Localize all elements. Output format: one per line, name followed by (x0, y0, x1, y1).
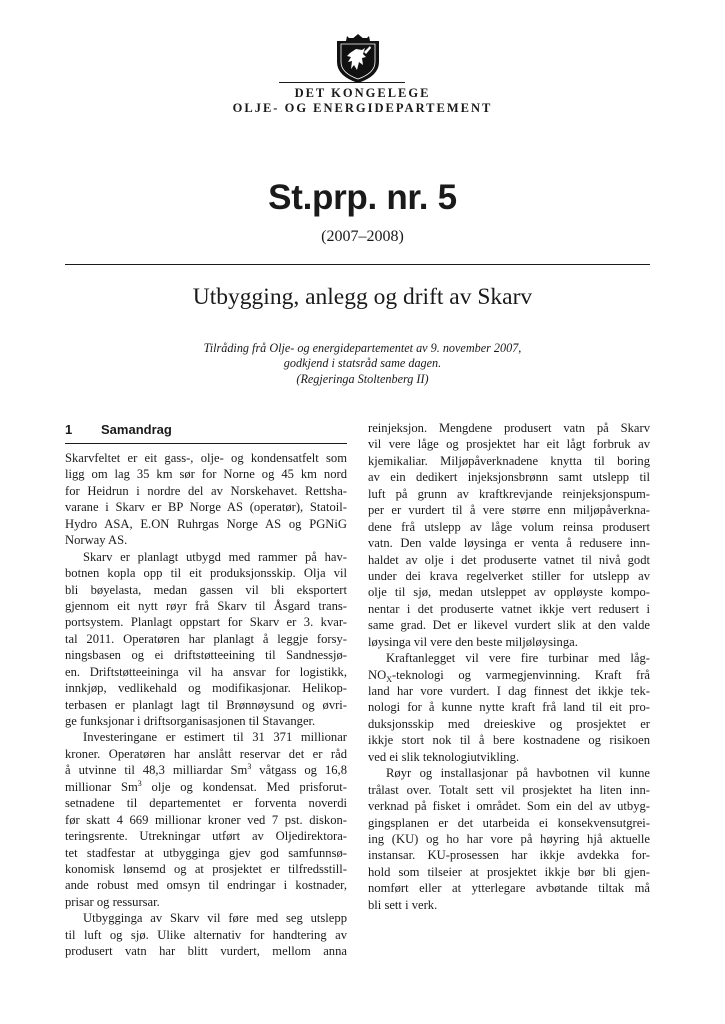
text-line-content: haldet av olje i det produserte vatnet til nivå godt (368, 552, 650, 567)
text-line (65, 812, 347, 828)
text-line-content: millionar Sm (65, 779, 138, 794)
text-line (65, 861, 347, 877)
text-line (368, 552, 650, 568)
text-line-content: gingsplanen er det utarbeida ei konsekvensutgrei- (368, 815, 650, 830)
text-line (65, 450, 347, 466)
text-line-content: for Heidrun i nordre del av Norskehavet. Rettsha- (65, 483, 347, 498)
text-line-content: nomført eller at ytterlegare avbøtande tiltak må (368, 881, 650, 896)
text-line-content: kroner. Operatøren har anslått reservar det er råd (65, 746, 347, 761)
text-line (368, 634, 650, 650)
text-line (65, 499, 347, 515)
text-line-content: duksjonsskip med dreieskive og prosjektet er (368, 716, 650, 731)
text-line-content: reinjeksjon. Mengdene produsert vatn på Skarv (368, 421, 650, 435)
text-line (368, 699, 650, 715)
text-line-content: bli bøyelasta, medan gassen vil bli eksportert (65, 582, 347, 597)
text-line (65, 779, 347, 795)
text-line-content: terbasen er planlagt lagt til Brønnøysund og øvri- (65, 697, 347, 712)
text-line-content: setnadene til departementet er forventa noverdi (65, 796, 347, 811)
text-line (65, 795, 347, 811)
text-line-content: land har vore vurdert. I dag finnest det ikkje tek- (368, 684, 650, 698)
text-line-content: same grad. Det er likevel vurdert slik at den valde (368, 618, 650, 633)
text-line-content: gjennom eit nytt røyr frå Skarv til Åsgard trans- (65, 598, 347, 613)
text-line (65, 565, 347, 581)
text-line (65, 927, 347, 943)
text-line (65, 598, 347, 614)
text-line (65, 582, 347, 598)
text-line (65, 877, 347, 893)
text-line (368, 683, 650, 699)
text-line-content: dene frå utslepp av låge volum reinsa produsert (368, 519, 650, 534)
text-line-content: å utvinne til 48,3 milliardar Sm (65, 763, 248, 778)
text-line-content: tal 2011. Operatøren har planlagt å leggje forsy- (65, 631, 347, 646)
text-line (65, 631, 347, 647)
norwegian-coat-of-arms-icon (333, 32, 383, 84)
section-divider (65, 443, 347, 444)
text-line (368, 732, 650, 748)
text-line (368, 749, 650, 765)
text-line (65, 697, 347, 713)
text-line-content: per er vurdert til å vere større enn miljøpåverkna- (368, 503, 650, 518)
text-line (65, 729, 347, 745)
text-line-content: portsystem. Planlagt oppstart for Skarv er 3. kvar- (65, 615, 347, 630)
text-line (368, 798, 650, 814)
text-line (368, 880, 650, 896)
text-line-content: ningsbasen og ei driftstøtteeining til Sandnessjø- (65, 648, 347, 663)
text-line (65, 647, 347, 663)
recommendation-line: Tilråding frå Olje- og energidepartementet av 9. november 2007, (203, 341, 522, 355)
text-line-content: tet stadfestar at utbygginga gjev god samfunnsø- (65, 845, 347, 860)
text-line-content: hold som tilseier at prosjektet ikkje bør bli gjen- (368, 864, 650, 879)
ministry-divider (279, 82, 405, 83)
text-line (65, 894, 347, 910)
text-line-content: vatn. Den valde løysinga er venta å redusere inn- (368, 536, 650, 551)
section-heading (65, 422, 347, 437)
text-line (368, 420, 650, 436)
text-line-content: verknad på fisket i området. Som ein del av utbyg- (368, 799, 650, 814)
text-line (65, 943, 347, 959)
text-line (368, 667, 650, 683)
section-number: 1 (65, 422, 73, 437)
text-line-content: ge funksjonar i driftsorganisasjonen til Stavanger. (65, 714, 316, 728)
text-line (65, 549, 347, 565)
right-text-column (368, 420, 650, 913)
text-line (368, 568, 650, 584)
text-line (65, 845, 347, 861)
text-line (65, 713, 347, 729)
text-line-content: før skatt 4 669 millionar kroner ved 7 pst. diskon- (65, 812, 347, 827)
recommendation-line: godkjend i statsråd same dagen. (283, 356, 442, 371)
text-line-content: prisar og ressursar. (65, 894, 160, 909)
text-line (368, 453, 650, 469)
superscript: 3 (137, 778, 142, 788)
text-line-content: en. Driftstøtteeininga vil ha ansvar for logistikk, (65, 664, 347, 679)
text-line-content: løysinga vil vere den beste miljøløysinga. (368, 634, 578, 649)
text-line (368, 436, 650, 452)
text-line-content: av ein dedikert injeksjonsbrønn samt utslepp til (368, 470, 650, 485)
text-line-content: ikkje stort nok til å bere kostnadene og risikoen (368, 733, 650, 748)
text-line (65, 483, 347, 499)
text-line-content: trålast over. Totalt sett vil prosjektet ha liten inn- (368, 782, 650, 797)
text-line-content: under dei krava regelverket stiller for utslepp av (368, 568, 650, 583)
text-line (65, 466, 347, 482)
text-line (368, 535, 650, 551)
text-line-continuation: olje og kondensat. Med prisforut- (141, 779, 347, 794)
text-line-content: innkjøp, vedlikehald og modifikasjonar. Helikop- (65, 681, 347, 696)
text-line (368, 897, 650, 913)
text-line-content: Røyr og installasjonar på havbotnen vil kunne (386, 766, 650, 781)
document-number: St.prp. nr. 5 (268, 178, 457, 217)
ministry-name-line2: OLJE- OG ENERGIDEPARTEMENT (232, 101, 493, 115)
title-divider (65, 264, 650, 265)
text-line (368, 519, 650, 535)
text-line-content: nologi for å kunne nytte kraft frå land til eit pro- (368, 700, 650, 715)
text-line (65, 746, 347, 762)
text-line-content: olje til sjø, medan utsleppet av oppløyste kompo- (368, 585, 650, 600)
text-line (368, 502, 650, 518)
text-line (368, 847, 650, 863)
text-line (65, 910, 347, 926)
text-line (368, 716, 650, 732)
text-line (368, 782, 650, 798)
text-line (368, 584, 650, 600)
text-line (368, 469, 650, 485)
text-line (368, 864, 650, 880)
text-line-continuation: -teknologi og varmegjenvinning. Kraft frå (391, 667, 650, 682)
text-line-content: Hydro ASA, E.ON Ruhrgas Norge AS og PGNiG (65, 516, 347, 531)
text-line (368, 650, 650, 666)
text-line (65, 828, 347, 844)
recommendation-line: (Regjeringa Stoltenberg II) (296, 371, 429, 386)
text-line-content: ande robust med omsyn til endringar i kostnader, (65, 878, 347, 893)
text-line-content: instansar. KU-prosessen har ikkje avdekka for- (368, 848, 650, 863)
text-line-content: varane i Skarv er BP Norge AS (operatør), Statoil- (65, 500, 347, 515)
text-line-content: konomisk lønsemd og at prosjektet er tilfredsstill- (65, 861, 347, 876)
text-line (368, 617, 650, 633)
text-line-content: kjemikaliar. Miljøpåverknadene knytta til boring (368, 453, 650, 468)
text-line-content: nentar i det produserte vatnet ikkje vert redusert i (368, 601, 650, 616)
text-line-content: ved ei slik teknologiutvikling. (368, 749, 520, 764)
text-line-content: Skarv er planlagt utbygd med rammer på hav- (83, 549, 347, 564)
text-line-content: Skarvfeltet er eit gass-, olje- og kondensatfelt som (65, 451, 347, 465)
text-line (368, 601, 650, 617)
text-line-content: Kraftanlegget vil vere fire turbinar med låg- (386, 651, 650, 666)
session-years: (2007–2008) (321, 228, 404, 245)
text-line-content: Investeringane er estimert til 31 371 millionar (83, 730, 347, 745)
text-line (368, 815, 650, 831)
text-line-content: produsert vatn har blitt vurdert, mellom anna (65, 944, 347, 959)
text-line-content: Norway AS. (65, 533, 128, 548)
text-line-content: botnen kopla opp til eit produksjonsskip. Olja vil (65, 566, 347, 581)
left-text-column (65, 450, 347, 960)
ministry-name-line1: DET KONGELEGE (294, 86, 431, 100)
text-line-content: bli sett i verk. (368, 897, 438, 912)
text-line (368, 831, 650, 847)
recommendation-note (0, 341, 725, 387)
text-line-content: Utbygginga av Skarv vil føre med seg utslepp (83, 911, 347, 926)
page-title: Utbygging, anlegg og drift av Skarv (192, 284, 533, 310)
text-line (65, 516, 347, 532)
text-line (65, 614, 347, 630)
text-line-continuation: våtgass og 16,8 (251, 763, 347, 778)
text-line (368, 765, 650, 781)
text-line (65, 680, 347, 696)
subscript: X (386, 674, 392, 684)
text-line (65, 532, 347, 548)
text-line-content: NO (368, 667, 387, 682)
text-line-content: vil vere låge og prosjektet har eit lågt forbruk av (368, 437, 650, 452)
text-line-content: luft på grunn av kraftkrevjande reinjeksjonspum- (368, 486, 650, 501)
text-line (368, 486, 650, 502)
section-title: Samandrag (101, 422, 172, 437)
text-line-content: til luft og sjø. Ulike alternativ for handtering av (65, 927, 347, 942)
superscript: 3 (247, 762, 252, 772)
text-line-content: ing (KU) og ho har vore på høyring hjå aktuelle (368, 831, 650, 846)
text-line-content: ligg om lag 35 km sør for Norne og 45 km nord (65, 467, 347, 482)
text-line (65, 664, 347, 680)
text-line-content: teringsrente. Utrekningar utført av Oljedirektora- (65, 829, 347, 844)
text-line (65, 762, 347, 778)
